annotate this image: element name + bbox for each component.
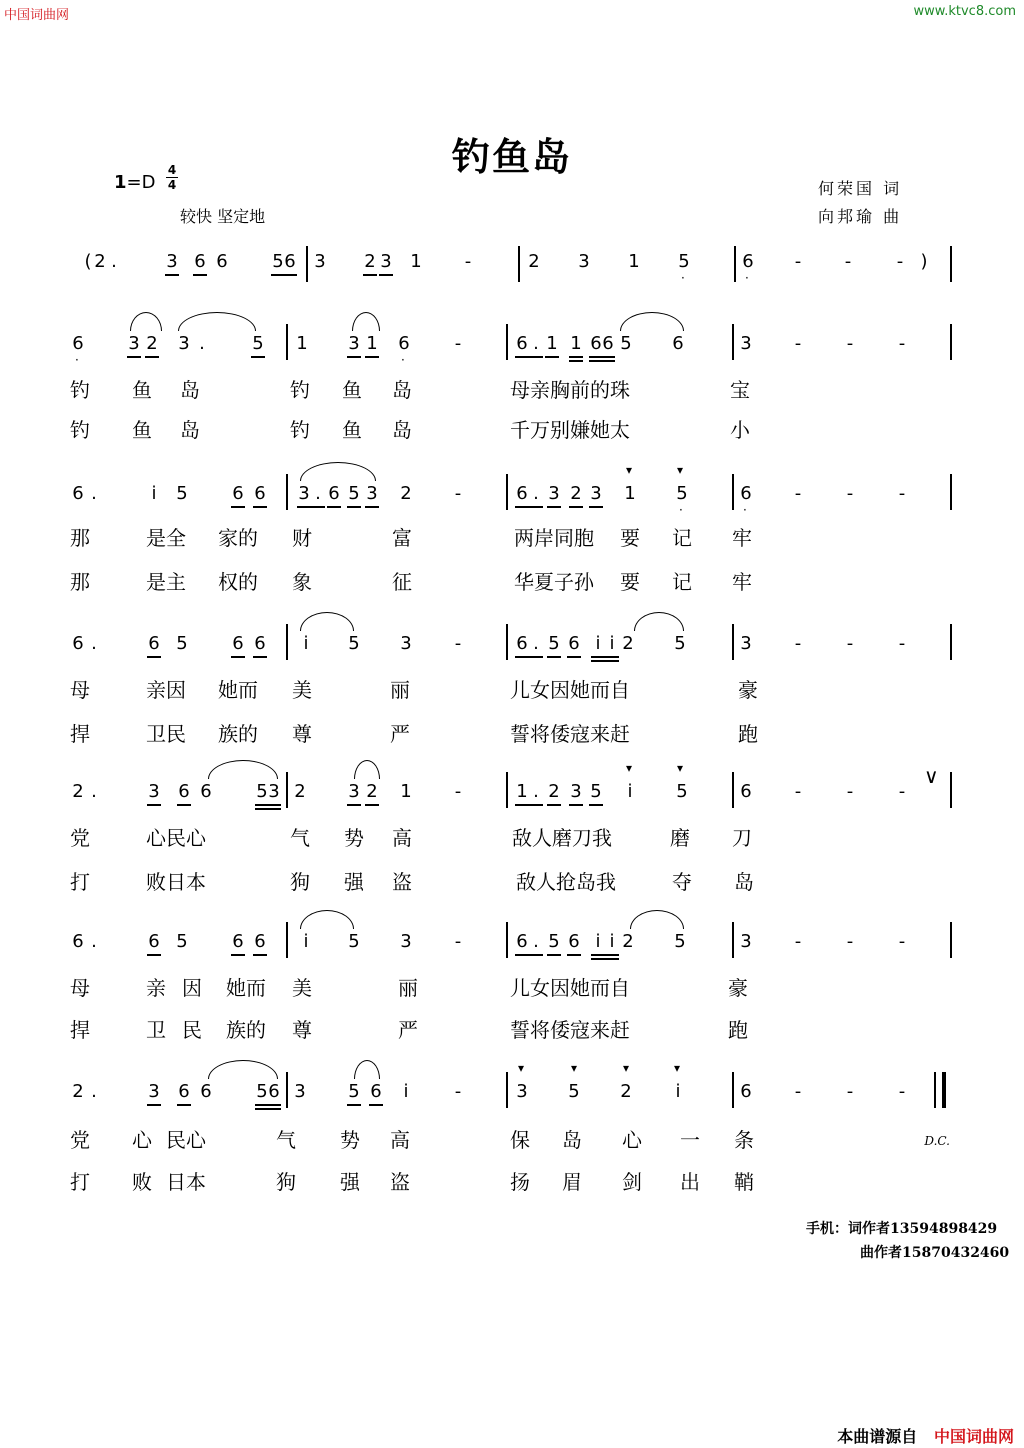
lyric-5-1-c: 气 [290,826,310,850]
lyric-6-1-e: 美 [292,976,312,1000]
lyric-2-2-g: 千万别嫌她太 [510,418,630,442]
lyric-6-2-b: 卫 [146,1018,166,1042]
lyric-2-2-a: 钓 [70,418,90,442]
lyric-5-2-g: 夺 [672,870,692,894]
fermata-icon: ∨ [924,764,939,788]
lyric-5-1-d: 势 [344,826,364,850]
lyric-4-2-c: 族的 [218,722,258,746]
lyric-5-1-h: 刀 [732,826,752,850]
lyric-7-1-c: 民心 [166,1128,206,1152]
lyric-2-1-c: 岛 [180,378,200,402]
lyric-7-1-h: 岛 [562,1128,582,1152]
lyric-6-1-d: 她而 [226,976,266,1000]
lyric-3-1-h: 记 [672,526,692,550]
lyric-7-1-i: 心 [622,1128,642,1152]
meter-bottom: 4 [167,178,177,192]
lyric-7-1-d: 气 [276,1128,296,1152]
lyric-2-1-a: 钓 [70,378,90,402]
lyric-4-2-a: 捍 [70,722,90,746]
lyric-3-1-f: 两岸同胞 [514,526,594,550]
lyric-4-1-g: 豪 [738,678,758,702]
lyric-6-2-c: 民 [182,1018,202,1042]
time-signature [166,164,178,191]
lyric-5-2-e: 盗 [392,870,412,894]
lyric-5-1-e: 高 [392,826,412,850]
staff-intro: ( 2 . 3 6 6 5 6 3 2 3 1 - 2 3 1 5 · 6 · - - - ) [0,250,1024,282]
lyric-4-1-b: 亲因 [146,678,186,702]
staff-7: 2 . 3 6 6 5 6 3 5 6 i - 3 5 2 i ▾ ▾ ▾ ▾ 6 - - - [0,1080,1024,1112]
staff-3: 6 . i 5 6 6 3 . 6 5 3 2 - 6 . 3 2 3 1 5 · ▾ ▾ 6 · - - - [0,482,1024,514]
lyric-7-2-e: 强 [340,1170,360,1194]
key-letter: =D [126,172,156,193]
lyric-3-1-a: 那 [70,526,90,550]
lyric-3-2-e: 征 [392,570,412,594]
lyric-6-2-a: 捍 [70,1018,90,1042]
lyric-7-2-k: 鞘 [734,1170,754,1194]
lyric-2-1-e: 鱼 [342,378,362,402]
lyric-3-2-a: 那 [70,570,90,594]
site-name-left[interactable]: 中国词曲网 [4,8,70,23]
source-footer[interactable] [837,1424,1014,1447]
lyric-6-1-b: 亲 [146,976,166,1000]
staff-6: 6 . 6 5 6 6 i 5 3 - 6 . 5 6 i i 2 5 3 - - - [0,930,1024,962]
lyric-7-2-c: 日本 [166,1170,206,1194]
lyric-4-2-b: 卫民 [146,722,186,746]
lyric-6-1-a: 母 [70,976,90,1000]
lyric-3-1-c: 家的 [218,526,258,550]
lyric-7-2-h: 眉 [562,1170,582,1194]
composer-credit: 向邦瑜 曲 [818,207,903,226]
lyric-6-2-e: 尊 [292,1018,312,1042]
lyric-2-1-b: 鱼 [132,378,152,402]
lyric-7-1-g: 保 [510,1128,530,1152]
lyric-4-1-f: 儿女因她而自 [510,678,630,702]
lyric-7-1-e: 势 [340,1128,360,1152]
lyric-7-1-j: 一 [680,1128,700,1152]
lyric-3-2-f: 华夏子孙 [514,570,594,594]
lyric-6-2-g: 誓将倭寇来赶 [510,1018,630,1042]
lyric-2-2-f: 岛 [392,418,412,442]
lyric-2-2-e: 鱼 [342,418,362,442]
lyric-3-1-g: 要 [620,526,640,550]
lyric-3-2-c: 权的 [218,570,258,594]
lyric-5-1-f: 敌人磨刀我 [512,826,612,850]
lyric-2-2-d: 钓 [290,418,310,442]
lyric-6-2-d: 族的 [226,1018,266,1042]
lyric-2-2-h: 小 [730,418,750,442]
lyric-4-1-c: 她而 [218,678,258,702]
key-do: 1 [114,172,127,193]
dc-marking: D.C. [924,1134,950,1148]
lyric-5-1-a: 党 [70,826,90,850]
contact-lyricist: 手机：词作者13594898429 [806,1221,998,1237]
lyric-7-1-k: 条 [734,1128,754,1152]
lyric-2-1-h: 宝 [730,378,750,402]
lyric-3-1-i: 牢 [732,526,752,550]
song-title: 钓鱼岛 [451,134,572,179]
site-url-right[interactable]: www.ktvc8.com [913,4,1016,19]
lyric-7-2-a: 打 [70,1170,90,1194]
lyric-4-1-a: 母 [70,678,90,702]
lyric-6-1-h: 豪 [728,976,748,1000]
lyric-6-2-f: 严 [398,1018,418,1042]
lyric-5-1-b: 心民心 [146,826,206,850]
lyric-5-2-h: 岛 [734,870,754,894]
staff-2: 6 · 3 2 3 . 5 1 3 1 6 · - 6 . 1 1 6 6 5 6 3 - - - [0,332,1024,364]
lyric-7-1-f: 高 [390,1128,410,1152]
lyric-4-2-g: 跑 [738,722,758,746]
lyric-3-1-e: 富 [392,526,412,550]
lyric-3-2-g: 要 [620,570,640,594]
lyric-6-1-f: 丽 [398,976,418,1000]
lyric-3-1-d: 财 [292,526,312,550]
meter-top: 4 [167,163,177,177]
lyric-2-1-g: 母亲胸前的珠 [510,378,630,402]
contact-composer: 曲作者15870432460 [860,1245,1010,1261]
lyric-7-2-j: 出 [680,1170,700,1194]
lyric-7-1-a: 党 [70,1128,90,1152]
lyric-3-2-i: 牢 [732,570,752,594]
lyric-5-2-f: 敌人抢岛我 [516,870,616,894]
lyric-5-2-b: 败日本 [146,870,206,894]
source-site[interactable]: 中国词曲网 [933,1427,1014,1446]
lyric-3-1-b: 是全 [146,526,186,550]
lyric-4-1-e: 丽 [390,678,410,702]
source-prefix: 本曲谱源自 [837,1427,918,1446]
lyric-7-1-b: 心 [132,1128,152,1152]
lyric-4-1-d: 美 [292,678,312,702]
lyric-5-2-d: 强 [344,870,364,894]
lyric-4-2-e: 严 [390,722,410,746]
key-signature [114,172,155,193]
lyric-2-2-c: 岛 [180,418,200,442]
staff-5: 2 . 3 6 6 5 3 2 3 2 1 - 1 . 2 3 5 i 5 ▾ ▾ 6 - - - [0,780,1024,812]
lyricist-credit: 何荣国 词 [818,179,903,198]
lyric-2-1-d: 钓 [290,378,310,402]
lyric-4-2-f: 誓将倭寇来赶 [510,722,630,746]
lyric-3-2-d: 象 [292,570,312,594]
lyric-7-2-i: 剑 [622,1170,642,1194]
staff-4: 6 . 6 5 6 6 i 5 3 - 6 . 5 6 i i 2 5 3 - - - [0,632,1024,664]
lyric-7-2-f: 盗 [390,1170,410,1194]
lyric-2-1-f: 岛 [392,378,412,402]
lyric-5-2-a: 打 [70,870,90,894]
lyric-6-1-g: 儿女因她而自 [510,976,630,1000]
lyric-3-2-b: 是主 [146,570,186,594]
lyric-5-1-g: 磨 [670,826,690,850]
lyric-5-2-c: 狗 [290,870,310,894]
lyric-6-1-c: 因 [182,976,202,1000]
lyric-6-2-h: 跑 [728,1018,748,1042]
lyric-2-2-b: 鱼 [132,418,152,442]
lyric-7-2-d: 狗 [276,1170,296,1194]
lyric-7-2-g: 扬 [510,1170,530,1194]
tempo-marking: 较快 坚定地 [180,207,266,226]
lyric-3-2-h: 记 [672,570,692,594]
lyric-4-2-d: 尊 [292,722,312,746]
lyric-7-2-b: 败 [132,1170,152,1194]
